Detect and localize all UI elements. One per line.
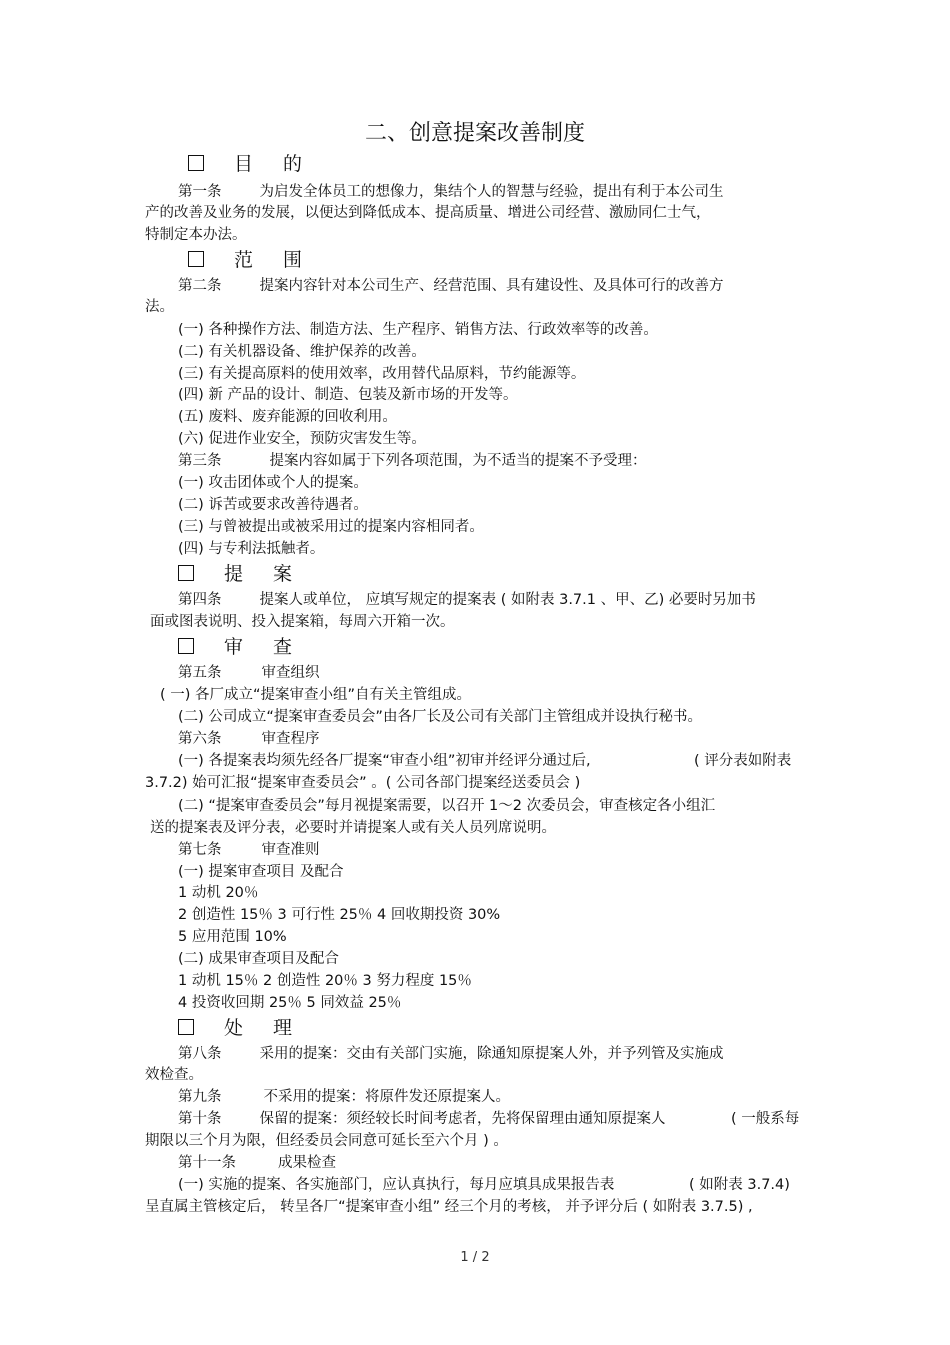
list-item: 5 应用范围 10% xyxy=(178,929,287,945)
article-text: 审查准则 xyxy=(261,842,320,858)
heading-char: 理 xyxy=(273,1017,293,1039)
checkbox-square-icon xyxy=(178,638,194,654)
list-item: (五) 废料、废弃能源的回收利用。 xyxy=(178,409,397,425)
article-text: 提案内容如属于下列各项范围，为不适当的提案不予受理： xyxy=(269,453,647,469)
heading-char: 围 xyxy=(283,249,303,271)
section-heading-purpose xyxy=(188,152,302,176)
article-line: 期限以三个月为限，但经委员会同意可延长至六个月 ) 。 xyxy=(145,1133,508,1149)
list-item: (二) 有关机器设备、维护保养的改善。 xyxy=(178,344,426,360)
list-item: (一) 各提案表均须先经各厂提案“审查小组”初审并经评分通过后, xyxy=(178,753,591,769)
list-item: (二) 诉苦或要求改善待遇者。 xyxy=(178,497,368,513)
article-text: 提案人或单位， 应填写规定的提案表 ( 如附表 3.7.1 、甲、乙) 必要时另加书 xyxy=(259,592,756,608)
section-heading-proposal xyxy=(178,562,292,586)
article-label: 第七条 xyxy=(178,842,222,858)
article-line: 产的改善及业务的发展，以便达到降低成本、提高质量、增进公司经营、激励同仁士气， xyxy=(145,205,711,221)
list-item: 2 创造性 15％ 3 可行性 25％ 4 回收期投资 30% xyxy=(178,907,501,923)
list-item: ( 评分表如附表 xyxy=(694,753,792,769)
list-item: (二) “提案审查委员会”每月视提案需要，以召开 1～2 次委员会，审查核定各小组汇 xyxy=(178,798,716,814)
article-text: 不采用的提案：将原件发还原提案人。 xyxy=(263,1089,510,1105)
article-line: 法。 xyxy=(145,299,174,315)
article-line xyxy=(178,591,756,609)
list-item: 呈直属主管核定后， 转呈各厂“提案审查小组” 经三个月的考核， 并予评分后 ( 如附表 3.7.5) , xyxy=(145,1199,753,1215)
article-label: 第六条 xyxy=(178,731,222,747)
article-text: 审查程序 xyxy=(261,731,320,747)
heading-char: 目 xyxy=(234,153,254,175)
list-item: (一) 提案审查项目 及配合 xyxy=(178,864,344,880)
heading-char: 提 xyxy=(224,563,244,585)
article-label: 第八条 xyxy=(178,1046,222,1062)
heading-char: 查 xyxy=(273,636,293,658)
list-item: ( 一) 各厂成立“提案审查小组”自有关主管组成。 xyxy=(160,687,472,703)
article-line xyxy=(178,664,320,682)
article-line xyxy=(178,1045,724,1063)
list-item: 1 动机 20％ xyxy=(178,885,259,901)
article-line xyxy=(178,277,724,295)
document-title: 二、创意提案改善制度 xyxy=(364,121,585,146)
article-label: 第二条 xyxy=(178,278,222,294)
article-line xyxy=(178,183,724,201)
article-line: 效检查。 xyxy=(145,1067,203,1083)
list-item: (四) 与专利法抵触者。 xyxy=(178,541,325,557)
list-item: (三) 有关提高原料的使用效率，改用替代品原料，节约能源等。 xyxy=(178,366,586,382)
article-line: 特制定本办法。 xyxy=(145,227,247,243)
checkbox-square-icon xyxy=(178,565,194,581)
list-item: 3.7.2) 始可汇报“提案审查委员会” 。( 公司各部门提案经送委员会 ) xyxy=(145,775,581,791)
article-label: 第一条 xyxy=(178,184,222,200)
article-line xyxy=(178,1154,336,1172)
list-item: (四) 新 产品的设计、制造、包装及新市场的开发等。 xyxy=(178,387,518,403)
article-line xyxy=(178,452,647,470)
heading-char: 处 xyxy=(224,1017,244,1039)
list-item: 4 投资收回期 25％ 5 同效益 25％ xyxy=(178,995,402,1011)
list-item: ( 如附表 3.7.4) xyxy=(689,1177,790,1193)
article-label: 第三条 xyxy=(178,453,222,469)
heading-char: 审 xyxy=(224,636,244,658)
heading-char: 范 xyxy=(234,249,254,271)
article-label: 第五条 xyxy=(178,665,222,681)
list-item: 1 动机 15％ 2 创造性 20％ 3 努力程度 15％ xyxy=(178,973,472,989)
section-heading-scope xyxy=(188,248,302,272)
section-heading-review xyxy=(178,635,292,659)
list-item: (一) 实施的提案、各实施部门，应认真执行，每月应填具成果报告表 xyxy=(178,1177,615,1193)
article-label: 第九条 xyxy=(178,1089,222,1105)
article-label: 第十条 xyxy=(178,1111,222,1127)
article-line xyxy=(178,730,320,748)
page-number: 1 / 2 xyxy=(460,1250,490,1265)
article-text: 采用的提案：交由有关部门实施，除通知原提案人外，并予列管及实施成 xyxy=(259,1046,724,1062)
article-line xyxy=(178,841,320,859)
article-text: 为启发全体员工的想像力，集结个人的智慧与经验，提出有利于本公司生 xyxy=(259,184,724,200)
heading-char: 案 xyxy=(273,563,293,585)
heading-char: 的 xyxy=(283,153,303,175)
list-item: (三) 与曾被提出或被采用过的提案内容相同者。 xyxy=(178,519,484,535)
article-text: 成果检查 xyxy=(278,1155,336,1171)
list-item: 送的提案表及评分表，必要时并请提案人或有关人员列席说明。 xyxy=(150,820,556,836)
checkbox-square-icon xyxy=(188,251,204,267)
article-line xyxy=(178,1110,666,1128)
list-item: (六) 促进作业安全，预防灾害发生等。 xyxy=(178,431,426,447)
checkbox-square-icon xyxy=(188,155,204,171)
list-item: (二) 成果审查项目及配合 xyxy=(178,951,339,967)
article-text: 审查组织 xyxy=(261,665,320,681)
article-line: ( 一般系每 xyxy=(731,1111,800,1127)
article-line: 面或图表说明、投入提案箱，每周六开箱一次。 xyxy=(150,614,455,630)
section-heading-handling xyxy=(178,1016,292,1040)
article-label: 第十一条 xyxy=(178,1155,236,1171)
article-line xyxy=(178,1088,510,1106)
list-item: (一) 各种操作方法、制造方法、生产程序、销售方法、行政效率等的改善。 xyxy=(178,322,658,338)
article-text: 提案内容针对本公司生产、经营范围、具有建设性、及具体可行的改善方 xyxy=(259,278,724,294)
list-item: (二) 公司成立“提案审查委员会”由各厂长及公司有关部门主管组成并设执行秘书。 xyxy=(178,709,702,725)
article-label: 第四条 xyxy=(178,592,222,608)
article-text: 保留的提案：须经较长时间考虑者，先将保留理由通知原提案人 xyxy=(259,1111,666,1127)
checkbox-square-icon xyxy=(178,1019,194,1035)
list-item: (一) 攻击团体或个人的提案。 xyxy=(178,475,368,491)
